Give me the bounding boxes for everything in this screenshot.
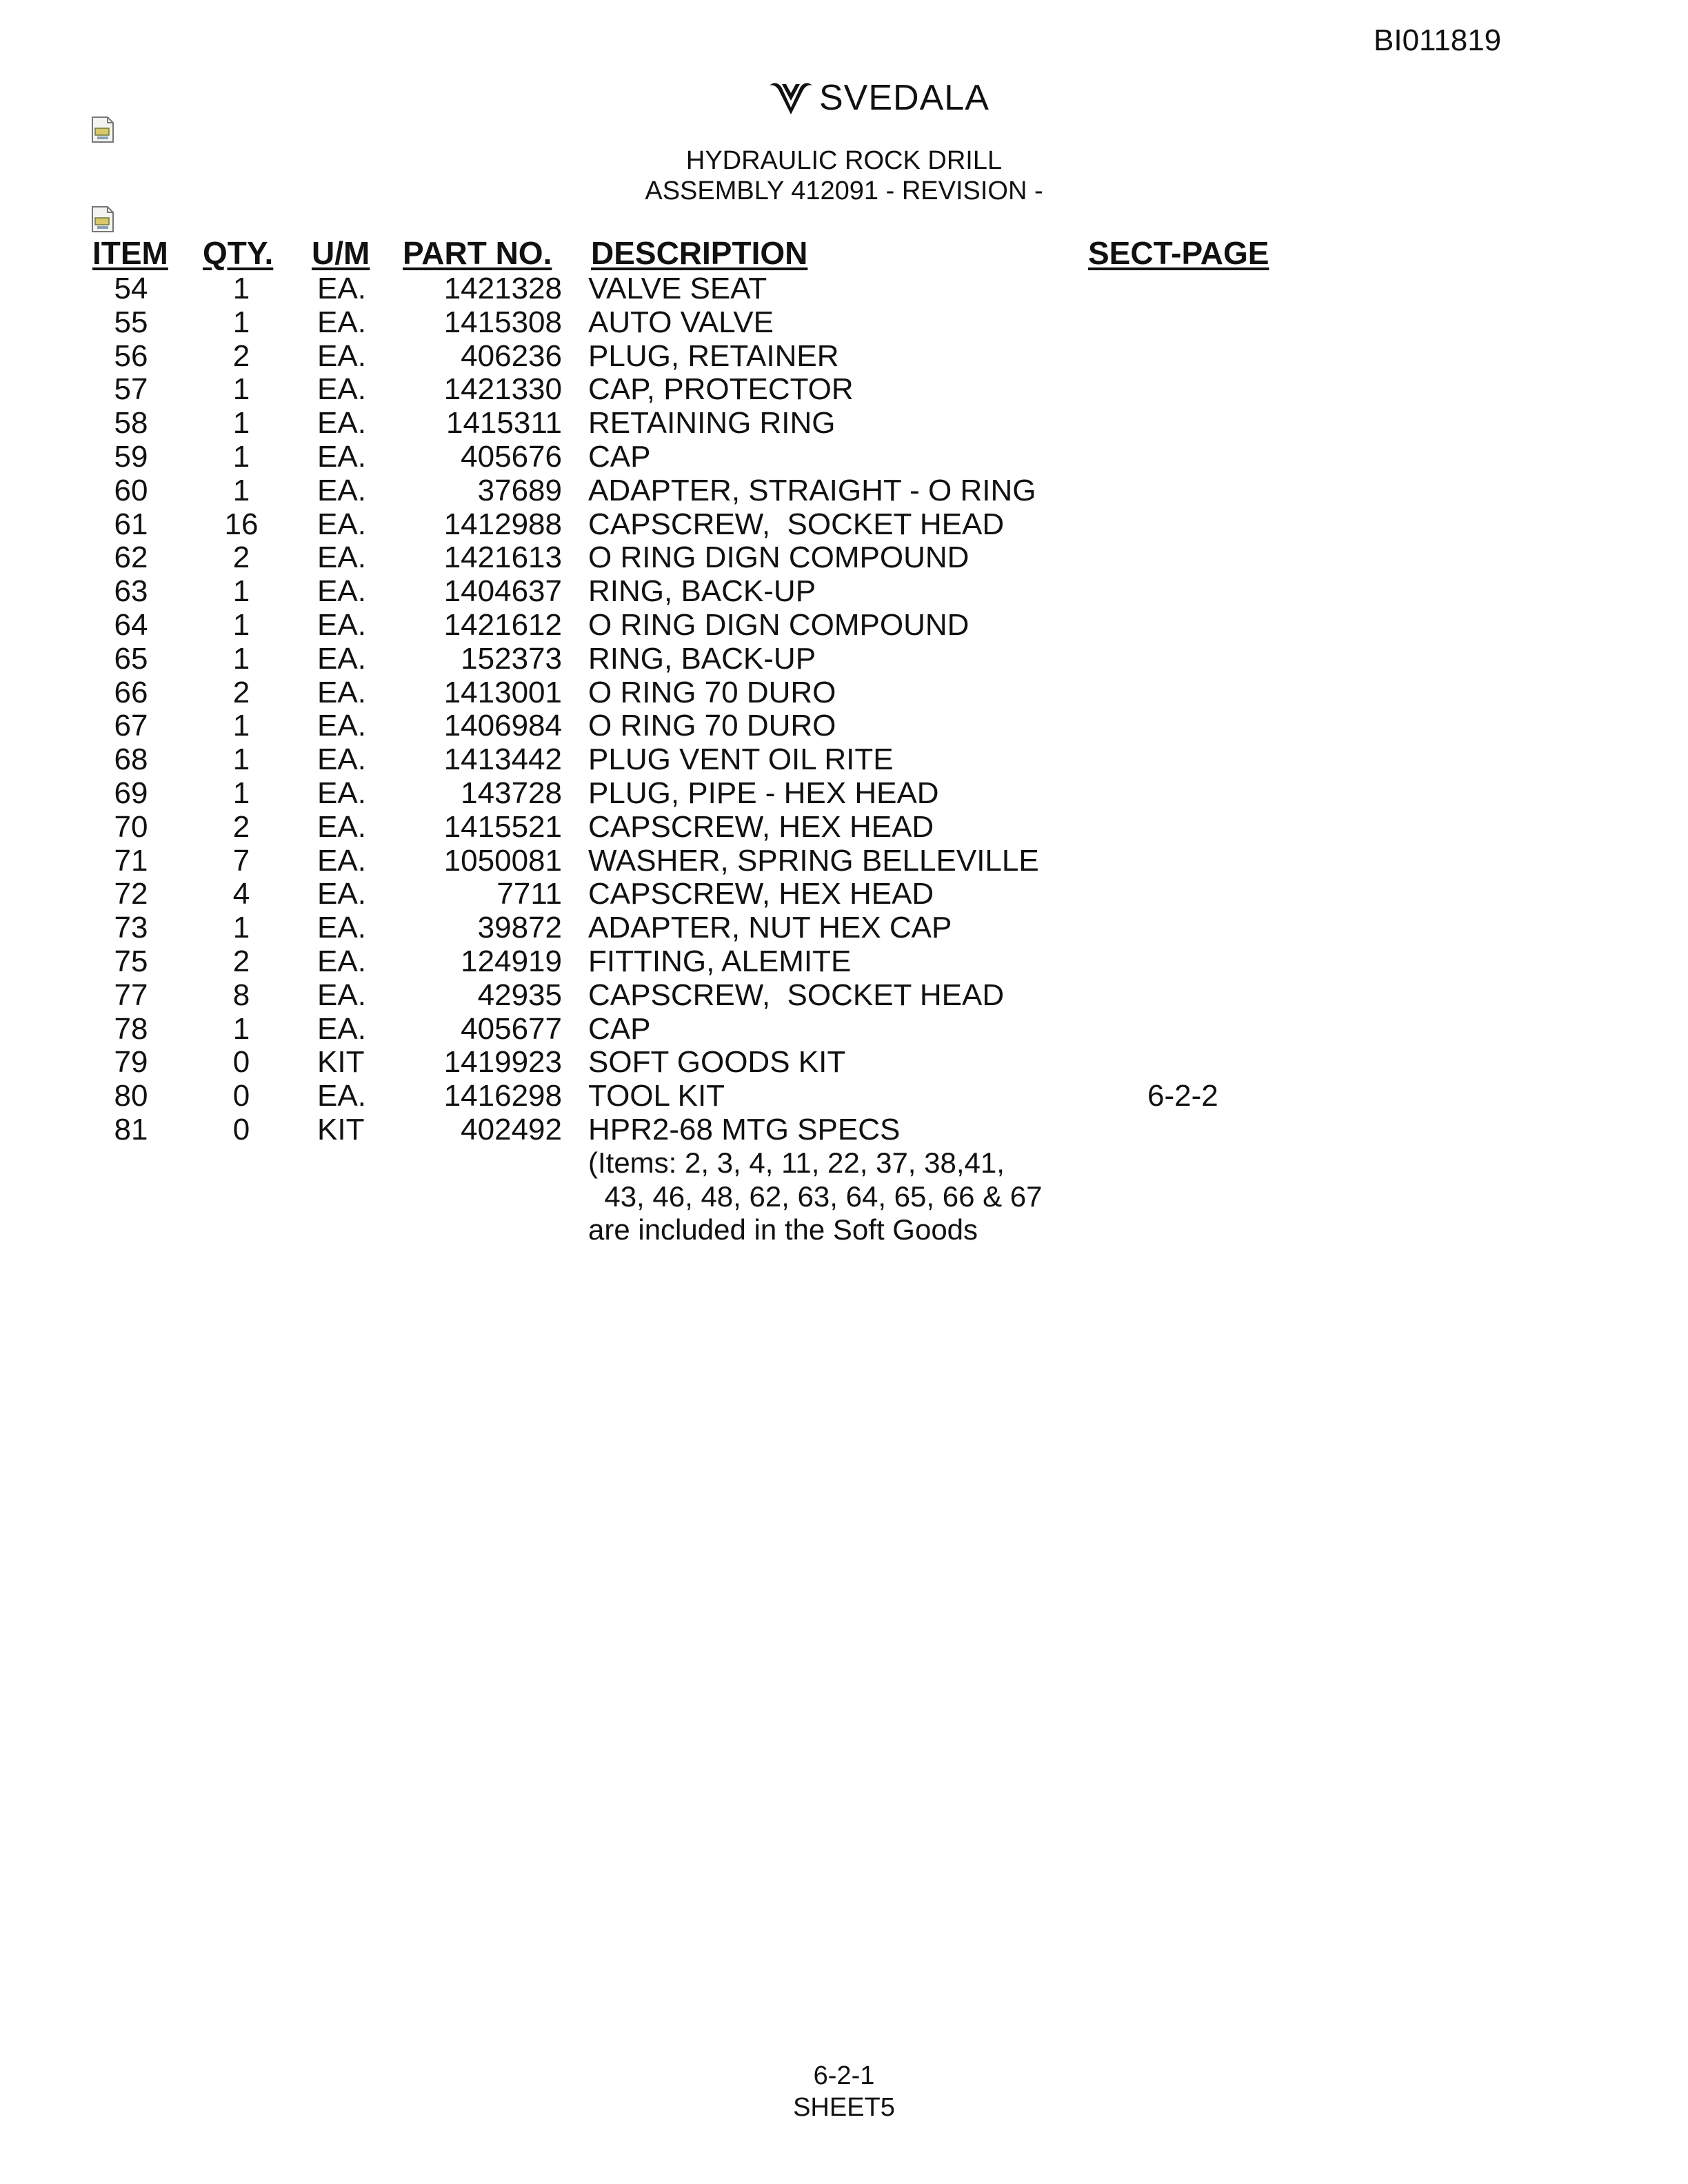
item-number: 65 [114,641,148,676]
column-header-sect-page: SECT-PAGE [1088,235,1269,271]
unit-of-measure: EA. [317,742,366,777]
embedded-file-icon[interactable] [91,205,114,233]
table-row [0,742,1688,776]
quantity: 1 [232,1011,250,1046]
table-row [0,574,1688,608]
table-row [0,406,1688,440]
quantity: 1 [232,440,250,474]
part-number: 1413001 [443,675,562,709]
quantity: 8 [232,978,250,1012]
part-number: 42935 [477,978,562,1012]
part-number: 402492 [461,1113,562,1146]
page-number: 6-2-1 [813,2061,875,2090]
quantity: 1 [232,406,250,441]
description: CAP [588,1011,651,1046]
table-row [0,440,1688,474]
description: CAP [588,440,651,474]
quantity: 0 [232,1045,250,1080]
item-number: 79 [114,1045,148,1080]
item-number: 77 [114,978,148,1012]
table-row [0,911,1688,944]
item-number: 72 [114,877,148,911]
description: AUTO VALVE [588,305,774,339]
description: PLUG, RETAINER [588,338,839,373]
unit-of-measure: EA. [317,641,366,676]
part-number: 37689 [477,473,562,507]
unit-of-measure: EA. [317,1011,366,1046]
part-number: 1421330 [443,372,562,407]
unit-of-measure: EA. [317,911,366,945]
part-number: 1419923 [443,1045,562,1080]
quantity: 1 [232,742,250,777]
part-number: 1404637 [443,574,562,609]
quantity: 2 [232,944,250,978]
item-number: 80 [114,1079,148,1113]
unit-of-measure: EA. [317,440,366,474]
item-number: 63 [114,574,148,609]
unit-of-measure: EA. [317,473,366,507]
quantity: 2 [232,540,250,575]
item-number: 78 [114,1011,148,1046]
description: FITTING, ALEMITE [588,944,852,978]
part-number: 1416298 [443,1079,562,1113]
table-row [0,944,1688,978]
item-number: 71 [114,843,148,878]
quantity: 1 [232,473,250,507]
table-row [0,709,1688,742]
description: RING, BACK-UP [588,641,816,676]
part-number: 1413442 [443,742,562,777]
soft-goods-note-line: (Items: 2, 3, 4, 11, 22, 37, 38,41, [588,1146,1005,1179]
quantity: 1 [232,911,250,945]
item-number: 68 [114,742,148,777]
table-row [0,1012,1688,1046]
table-row [0,507,1688,541]
description: O RING 70 DURO [588,709,836,743]
soft-goods-note-line: 43, 46, 48, 62, 63, 64, 65, 66 & 67 [588,1180,1043,1213]
part-number: 39872 [477,911,562,945]
column-header-qty: QTY. [203,235,274,271]
unit-of-measure: EA. [317,843,366,878]
description: O RING DIGN COMPOUND [588,540,969,575]
description: O RING DIGN COMPOUND [588,608,969,642]
sheet-label: SHEET5 [793,2093,895,2122]
part-number: 405676 [461,440,562,474]
embedded-file-icon[interactable] [91,116,114,143]
item-number: 69 [114,776,148,810]
description: CAPSCREW, HEX HEAD [588,877,934,911]
description: O RING 70 DURO [588,675,836,709]
item-number: 55 [114,305,148,339]
unit-of-measure: EA. [317,809,366,844]
table-row [0,776,1688,810]
column-header-um: U/M [312,235,370,271]
unit-of-measure: EA. [317,877,366,911]
description: CAPSCREW, SOCKET HEAD [588,507,1005,541]
table-row [0,1113,1688,1146]
item-number: 75 [114,944,148,978]
table-row [0,540,1688,574]
table-row [0,877,1688,911]
svedala-logo-icon [767,80,815,116]
quantity: 2 [232,809,250,844]
part-number: 1421328 [443,272,562,305]
quantity: 1 [232,608,250,642]
part-number: 1415521 [443,809,562,844]
description: CAPSCREW, HEX HEAD [588,809,934,844]
description: WASHER, SPRING BELLEVILLE [588,843,1039,878]
part-number: 1412988 [443,507,562,541]
description: CAP, PROTECTOR [588,372,854,407]
part-number: 1050081 [443,843,562,878]
item-number: 59 [114,440,148,474]
description: ADAPTER, NUT HEX CAP [588,911,952,945]
unit-of-measure: EA. [317,608,366,642]
item-number: 61 [114,507,148,541]
table-row [0,372,1688,406]
description: HPR2-68 MTG SPECS [588,1113,901,1146]
quantity: 2 [232,338,250,373]
table-row [0,305,1688,339]
unit-of-measure: KIT [317,1113,365,1146]
table-row [0,978,1688,1012]
column-header-description: DESCRIPTION [591,235,808,271]
quantity: 0 [232,1079,250,1113]
item-number: 73 [114,911,148,945]
item-number: 62 [114,540,148,575]
item-number: 81 [114,1113,148,1146]
unit-of-measure: EA. [317,776,366,810]
part-number: 406236 [461,338,562,373]
item-number: 70 [114,809,148,844]
quantity: 1 [232,305,250,339]
part-number: 152373 [461,641,562,676]
sect-page: 6-2-2 [1147,1079,1218,1113]
part-number: 7711 [496,877,562,911]
unit-of-measure: EA. [317,944,366,978]
item-number: 60 [114,473,148,507]
description: PLUG VENT OIL RITE [588,742,894,777]
unit-of-measure: EA. [317,372,366,407]
table-row [0,642,1688,676]
column-header-part-no: PART NO. [403,235,552,271]
document-title: HYDRAULIC ROCK DRILL [685,146,1003,175]
item-number: 57 [114,372,148,407]
quantity: 16 [224,507,259,541]
quantity: 4 [232,877,250,911]
unit-of-measure: EA. [317,406,366,441]
item-number: 67 [114,709,148,743]
table-row [0,676,1688,709]
description: VALVE SEAT [588,272,767,305]
part-number: 1415308 [443,305,562,339]
soft-goods-note-line: are included in the Soft Goods [588,1213,978,1246]
table-row [0,608,1688,642]
table-row [0,844,1688,878]
item-number: 64 [114,608,148,642]
description: SOFT GOODS KIT [588,1045,846,1080]
item-number: 58 [114,406,148,441]
unit-of-measure: EA. [317,338,366,373]
svedala-logo [767,77,989,119]
table-row [0,474,1688,507]
quantity: 0 [232,1113,250,1146]
description: CAPSCREW, SOCKET HEAD [588,978,1005,1012]
assembly-subtitle: ASSEMBLY 412091 - REVISION - [645,176,1043,205]
part-number: 1406984 [443,709,562,743]
quantity: 7 [232,843,250,878]
unit-of-measure: EA. [317,272,366,305]
unit-of-measure: EA. [317,675,366,709]
description: TOOL KIT [588,1079,725,1113]
table-row [0,1045,1688,1079]
quantity: 1 [232,272,250,305]
unit-of-measure: KIT [317,1045,365,1080]
brand-name: SVEDALA [819,78,989,118]
part-number: 1421613 [443,540,562,575]
unit-of-measure: EA. [317,507,366,541]
description: RING, BACK-UP [588,574,816,609]
part-number: 405677 [461,1011,562,1046]
table-row [0,810,1688,844]
unit-of-measure: EA. [317,574,366,609]
item-number: 56 [114,338,148,373]
part-number: 143728 [461,776,562,810]
quantity: 1 [232,641,250,676]
unit-of-measure: EA. [317,305,366,339]
quantity: 1 [232,709,250,743]
table-row [0,339,1688,373]
part-number: 1415311 [445,406,562,441]
description: PLUG, PIPE - HEX HEAD [588,776,939,810]
table-row [0,272,1688,305]
quantity: 1 [232,372,250,407]
unit-of-measure: EA. [317,540,366,575]
quantity: 2 [232,675,250,709]
item-number: 54 [114,272,148,305]
description: ADAPTER, STRAIGHT - O RING [588,473,1036,507]
description: RETAINING RING [588,406,836,441]
quantity: 1 [232,574,250,609]
part-number: 1421612 [443,608,562,642]
table-row [0,1079,1688,1113]
part-number: 124919 [461,944,562,978]
unit-of-measure: EA. [317,978,366,1012]
quantity: 1 [232,776,250,810]
unit-of-measure: EA. [317,709,366,743]
document-id: BI011819 [1374,23,1502,57]
column-header-item: ITEM [92,235,168,271]
item-number: 66 [114,675,148,709]
unit-of-measure: EA. [317,1079,366,1113]
